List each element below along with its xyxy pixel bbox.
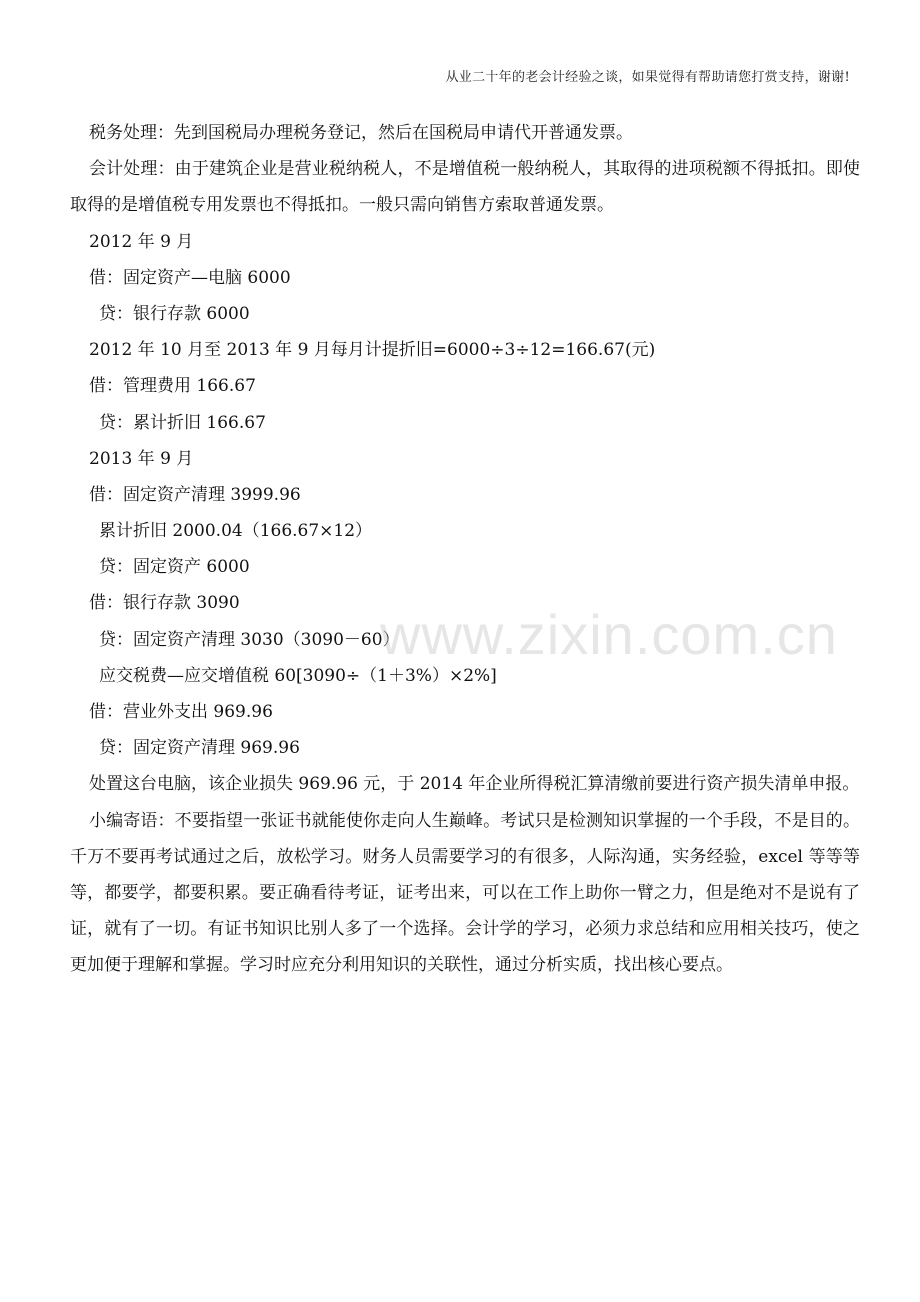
entry-debit-nonoperating-expense: 借：营业外支出 969.96 bbox=[89, 702, 273, 723]
entry-credit-bank: 贷：银行存款 6000 bbox=[99, 303, 250, 324]
document-body bbox=[70, 115, 860, 984]
entry-date-2013-09: 2013 年 9 月 bbox=[89, 448, 194, 469]
entry-debit-asset-disposal: 借：固定资产清理 3999.96 bbox=[89, 484, 301, 505]
entry-vat-payable: 应交税费—应交增值税 60[3090÷（1＋3%）×2%] bbox=[99, 665, 497, 686]
paragraph-editor-note: 小编寄语：不要指望一张证书就能使你走向人生巅峰。考试只是检测知识掌握的一个手段，不是目的。千万不要再考试通过之后，放松学习。财务人员需要学习的有很多，人际沟通，实务经验，excel 等等等等，都要学，都要积累。要正确看待考证，证考出来，可以在工作上助你一臂之力，但是绝对不是说有了证，就有了一切。有证书知识比别人多了一个选择。会计学的学习，必须力求总结和应用相关技巧，使之更加便于理解和掌握。学习时应充分利用知识的关联性，通过分析实质，找出核心要点。 bbox=[70, 810, 860, 976]
watermark: www.zixin.com.cn bbox=[380, 603, 838, 666]
page-header-note: 从业二十年的老会计经验之谈，如果觉得有帮助请您打赏支持，谢谢! bbox=[445, 70, 850, 85]
entry-depreciation-formula: 2012 年 10 月至 2013 年 9 月每月计提折旧=6000÷3÷12=166.67(元) bbox=[89, 340, 656, 361]
paragraph-tax-treatment: 税务处理：先到国税局办理税务登记，然后在国税局申请代开普通发票。 bbox=[89, 123, 633, 143]
paragraph-disposal-loss: 处置这台电脑，该企业损失 969.96 元，于 2014 年企业所得税汇算清缴前要进行资产损失清单申报。 bbox=[89, 774, 860, 795]
paragraph-accounting-treatment: 会计处理：由于建筑企业是营业税纳税人，不是增值税一般纳税人，其取得的进项税额不得抵扣。即使取得的是增值税专用发票也不得抵扣。一般只需向销售方索取普通发票。 bbox=[70, 159, 860, 216]
entry-credit-accum-depreciation: 贷：累计折旧 166.67 bbox=[99, 412, 266, 433]
entry-debit-fixed-asset: 借：固定资产—电脑 6000 bbox=[89, 267, 291, 288]
entry-date-2012-09: 2012 年 9 月 bbox=[89, 231, 194, 252]
entry-debit-admin-expense: 借：管理费用 166.67 bbox=[89, 376, 256, 397]
entry-credit-asset-disposal: 贷：固定资产清理 3030（3090－60） bbox=[99, 629, 400, 650]
entry-credit-asset-disposal-final: 贷：固定资产清理 969.96 bbox=[99, 738, 300, 759]
entry-debit-bank: 借：银行存款 3090 bbox=[89, 593, 240, 614]
entry-accum-depreciation: 累计折旧 2000.04（166.67×12） bbox=[99, 521, 373, 542]
entry-credit-fixed-asset: 贷：固定资产 6000 bbox=[99, 557, 250, 578]
